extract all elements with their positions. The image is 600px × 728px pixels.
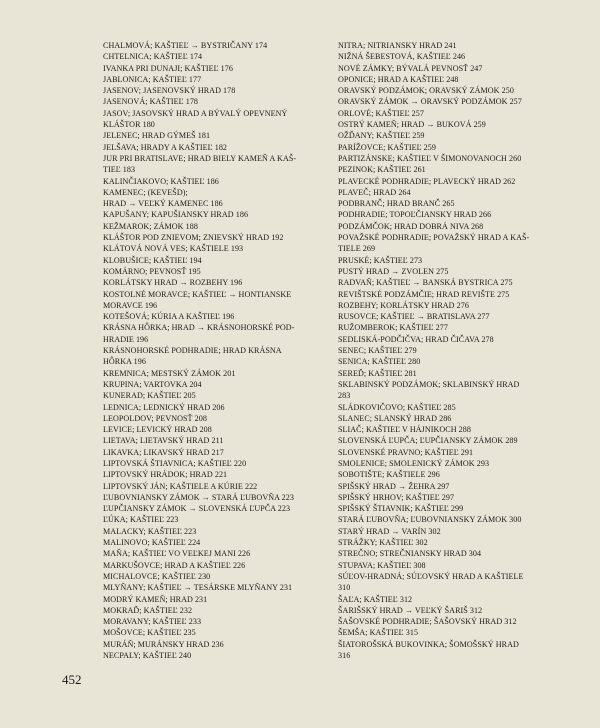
index-entry: HRADIE 196 [103, 334, 149, 344]
index-entry: MALACKY; KAŠTIEĽ 223 [103, 526, 197, 536]
index-entry: PEZINOK; KAŠTIEĽ 261 [338, 165, 426, 175]
index-entry: PLAVEČ; HRAD 264 [338, 187, 411, 197]
index-entry: KOTEŠOVÁ; KÚRIA A KAŠTIEĽ 196 [103, 312, 235, 322]
index-entry: RUŽOMBEROK; KAŠTIEĽ 277 [338, 323, 448, 333]
index-entry: SENICA; KAŠTIEĽ 280 [338, 357, 421, 367]
index-entry: KEŽMAROK; ZÁMOK 188 [103, 221, 198, 231]
index-entry: ŠAŠOVSKÉ PODHRADIE; ŠAŠOVSKÝ HRAD 312 [338, 617, 517, 627]
index-entry: NITRA; NITRIANSKY HRAD 241 [338, 41, 457, 50]
index-entry: RADVAŇ; KAŠTIEĽ → BANSKÁ BYSTRICA 275 [338, 278, 513, 288]
index-entry: NECPALY; KAŠTIEĽ 240 [103, 651, 192, 661]
index-entry: PARÍŽOVCE; KAŠTIEĽ 259 [338, 142, 436, 152]
index-entry: IVANKA PRI DUNAJI; KAŠTIEĽ 176 [103, 63, 233, 73]
index-entry: ĽUBOVNIANSKY ZÁMOK → STARÁ ĽUBOVŇA 223 [103, 492, 294, 502]
index-entry: STUPAVA; KAŠTIEĽ 308 [338, 560, 426, 570]
index-entry: JASOV; JASOVSKÝ HRAD A BÝVALÝ OPEVNENÝ [103, 108, 288, 118]
index-entry: PODBRANČ; HRAD BRANČ 265 [338, 199, 455, 209]
index-entry: KREMNICA; MESTSKÝ ZÁMOK 201 [103, 368, 236, 378]
index-entry: SEREĎ; KAŠTIEĽ 281 [338, 368, 417, 378]
index-entry: STRÁŽKY; KAŠTIEĽ 302 [338, 538, 428, 548]
index-entry: SPIŠSKÝ HRHOV; KAŠTIEĽ 297 [338, 492, 455, 502]
index-entry: ŠEMŠA; KAŠTIEĽ 315 [338, 628, 419, 638]
index-entry: JASENOV; JASENOVSKÝ HRAD 178 [103, 86, 236, 96]
index-entry: ĽÚKA; KAŠTIEĽ 223 [103, 515, 179, 525]
index-entry: KOSTOLNÉ MORAVCE; KAŠTIEĽ → HONTIANSKE [103, 289, 292, 299]
index-entry: KRUPINA; VARTOVKA 204 [103, 379, 202, 389]
index-entry: ORAVSKÝ PODZÁMOK; ORAVSKÝ ZÁMOK 250 [338, 86, 514, 96]
index-entry: JABLONICA; KAŠTIEĽ 177 [103, 74, 202, 84]
index-entry: SLOVENSKÁ ĽUPČA; ĽUPČIANSKY ZÁMOK 289 [338, 436, 518, 446]
index-entry: KAPUŠANY; KAPUŠIANSKY HRAD 186 [103, 210, 249, 220]
index-entry: LEVICE; LEVICKÝ HRAD 208 [103, 425, 212, 435]
index-entry: LEOPOLDOV; PEVNOSŤ 208 [103, 413, 207, 423]
index-entry: SPIŠSKÝ ŠTIAVNIK; KAŠTIEĽ 299 [338, 504, 464, 514]
index-entry: PARTIZÁNSKE; KAŠTIEĽ V ŠIMONOVANOCH 260 [338, 153, 522, 163]
index-entry: PODHRADIE; TOPOĽČIANSKY HRAD 266 [338, 210, 492, 220]
index-entry: KAMENEC; (KEVEŠD); [103, 187, 188, 197]
index-entry: SLÁDKOVIČOVO; KAŠTIEĽ 285 [338, 402, 456, 412]
index-entry: SÚĽOV-HRADNÁ; SÚĽOVSKÝ HRAD A KAŠTIELE [338, 571, 524, 581]
index-entry: KLÁTOVÁ NOVÁ VES; KAŠTIELE 193 [103, 244, 244, 254]
index-entry: PLAVECKÉ PODHRADIE; PLAVECKÝ HRAD 262 [338, 176, 516, 186]
index-column-left [103, 40, 325, 661]
index-entry: LIKAVKA; LIKAVSKÝ HRAD 217 [103, 447, 224, 457]
index-entry: 310 [338, 583, 351, 593]
index-entry: STREČNO; STREČNIANSKY HRAD 304 [338, 549, 482, 559]
index-entry: LIETAVA; LIETAVSKÝ HRAD 211 [103, 436, 224, 446]
index-entry: KRÁSNOHORSKÉ PODHRADIE; HRAD KRÁSNA [103, 346, 282, 356]
index-entry: KOMÁRNO; PEVNOSŤ 195 [103, 266, 201, 276]
index-entry: LIPTOVSKÝ HRÁDOK; HRAD 221 [103, 470, 228, 480]
index-entry: ORAVSKÝ ZÁMOK → ORAVSKÝ PODZÁMOK 257 [338, 97, 522, 107]
index-entry: LEDNICA; LEDNICKÝ HRAD 206 [103, 402, 225, 412]
index-entry: SKLABINSKÝ PODZÁMOK; SKLABINSKÝ HRAD [338, 379, 520, 389]
index-entry: ĽUPČIANSKY ZÁMOK → SLOVENSKÁ ĽUPČA 223 [103, 504, 291, 514]
index-entry: RUSOVCE; KAŠTIEĽ → BRATISLAVA 277 [338, 312, 490, 322]
index-entry: ŠAĽA; KAŠTIEĽ 312 [338, 594, 413, 604]
index-entry: CHALMOVÁ; KAŠTIEĽ → BYSTRIČANY 174 [103, 41, 268, 50]
index-entry: ŠARIŠSKÝ HRAD → VEĽKÝ ŠARIŠ 312 [338, 605, 483, 615]
index-entry: MAŇA; KAŠTIEĽ VO VEĽKEJ MANI 226 [103, 549, 251, 559]
index-entry: SLIAČ; KAŠTIEĽ V HÁJNIKOCH 288 [338, 425, 471, 435]
index-entry: KLÁŠTOR 180 [103, 120, 155, 130]
index-entry: KORLÁTSKY HRAD → ROZBEHY 196 [103, 278, 243, 288]
index-entry: SLANEC; SLANSKÝ HRAD 286 [338, 413, 452, 423]
index-entry: OPONICE; HRAD A KAŠTIEĽ 248 [338, 74, 459, 84]
index-entry: SOBOTIŠTE; KAŠTIELE 296 [338, 470, 440, 480]
index-entry: SLOVENSKÉ PRAVNO; KAŠTIEĽ 291 [338, 447, 474, 457]
index-entry: NOVÉ ZÁMKY; BÝVALÁ PEVNOSŤ 247 [338, 63, 483, 73]
index-entry: KUNERAD; KAŠTIEĽ 205 [103, 391, 196, 401]
index-entry: STARÝ HRAD → VARÍN 302 [338, 526, 441, 536]
index-entry: JELENEC; HRAD GÝMEŠ 181 [103, 131, 211, 141]
index-entry: KLÁŠTOR POD ZNIEVOM; ZNIEVSKÝ HRAD 192 [103, 233, 284, 243]
index-entry: MALINOVO; KAŠTIEĽ 224 [103, 538, 201, 548]
index-entry: PRUSKÉ; KAŠTIEĽ 273 [338, 255, 423, 265]
index-entry: POVAŽSKÉ PODHRADIE; POVAŽSKÝ HRAD A KAŠ- [338, 233, 530, 243]
index-entry: MORAVANY; KAŠTIEĽ 233 [103, 617, 202, 627]
index-entry: ROZBEHY; KORLÁTSKY HRAD 276 [338, 300, 469, 310]
index-column-right [338, 40, 570, 661]
index-entry: MURÁŇ; MURÁNSKY HRAD 236 [103, 639, 224, 649]
page-number: 452 [62, 672, 82, 687]
index-entry: ORLOVÉ; KAŠTIEĽ 257 [338, 108, 424, 118]
index-entry: TIEĽ 183 [103, 165, 136, 175]
index-entry: STARÁ ĽUBOVŇA; ĽUBOVNIANSKY ZÁMOK 300 [338, 515, 522, 525]
index-entry: 316 [338, 651, 351, 661]
index-entry: MORAVCE 196 [103, 300, 158, 310]
index-entry: KLOBUŠICE; KAŠTIEĽ 194 [103, 255, 202, 265]
index-entry: SEDLISKÁ-PODČIČVA; HRAD ČIČAVA 278 [338, 334, 494, 344]
index-entry: CHTELNICA; KAŠTIEĽ 174 [103, 52, 203, 62]
index-entry: MODRÝ KAMEŇ; HRAD 231 [103, 594, 208, 604]
index-entry: OŽĎANY; KAŠTIEĽ 259 [338, 131, 425, 141]
index-entry: JASENOVÁ; KAŠTIEĽ 178 [103, 97, 199, 107]
index-entry: PODZÁMČOK; HRAD DOBRÁ NIVA 268 [338, 221, 484, 231]
index-entry: MICHALOVCE; KAŠTIEĽ 230 [103, 571, 211, 581]
index-entry: OSTRÝ KAMEŇ; HRAD → BUKOVÁ 259 [338, 120, 486, 130]
index-entry: SPIŠSKÝ HRAD → ŽEHRA 297 [338, 481, 450, 491]
index-entry: MARKUŠOVCE; HRAD A KAŠTIEĽ 226 [103, 560, 246, 570]
index-entry: LIPTOVSKÁ ŠTIAVNICA; KAŠTIEĽ 220 [103, 458, 247, 468]
index-entry: REVIŠTSKÉ PODZÁMČIE; HRAD REVIŠTE 275 [338, 289, 510, 299]
index-entry: HÔRKA 196 [103, 357, 146, 367]
index-entry: HRAD → VEĽKÝ KAMENEC 186 [103, 199, 223, 209]
index-entry: LIPTOVSKÝ JÁN; KAŠTIELE A KÚRIE 222 [103, 481, 258, 491]
index-entry: 283 [338, 391, 351, 401]
index-entry: KALINČIAKOVO; KAŠTIEĽ 186 [103, 176, 219, 186]
index-entry: NIŽNÁ ŠEBESTOVÁ, KAŠTIEĽ 246 [338, 52, 466, 62]
index-entry: SMOLENICE; SMOLENICKÝ ZÁMOK 293 [338, 458, 490, 468]
index-entry: SENEC; KAŠTIEĽ 279 [338, 346, 417, 356]
index-entry: MOŠOVCE; KAŠTIEĽ 235 [103, 628, 196, 638]
index-entry: ŠIATOROŠSKÁ BUKOVINKA; ŠOMOŠSKÝ HRAD [338, 639, 519, 649]
index-entry: JUR PRI BRATISLAVE; HRAD BIELY KAMEŇ A KAŠ- [103, 153, 297, 163]
index-entry: TIELE 269 [338, 244, 376, 254]
index-entry: PUSTÝ HRAD → ZVOLEN 275 [338, 266, 449, 276]
index-entry: JELŠAVA; HRADY A KAŠTIEĽ 182 [103, 142, 228, 152]
index-entry: MLYŇANY; KAŠTIEĽ → TESÁRSKE MLYŇANY 231 [103, 583, 293, 593]
index-entry: KRÁSNA HÔRKA; HRAD → KRÁSNOHORSKÉ POD- [103, 323, 295, 333]
index-entry: MOKRAĎ; KAŠTIEĽ 232 [103, 605, 193, 615]
